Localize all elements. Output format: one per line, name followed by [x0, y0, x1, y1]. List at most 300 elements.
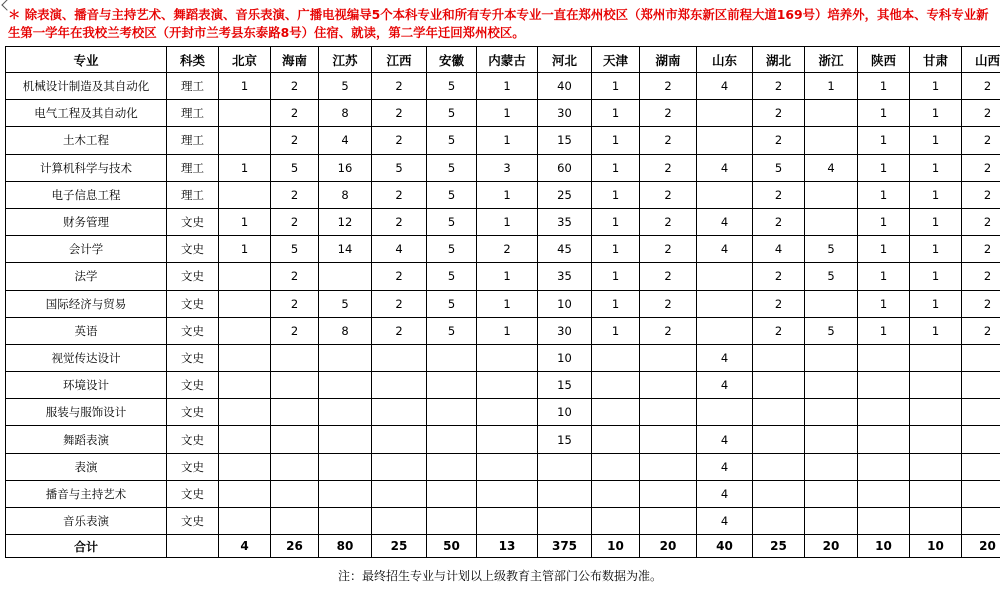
quota-cell: 4 [697, 154, 753, 181]
quota-cell [219, 317, 271, 344]
quota-cell [372, 480, 427, 507]
quota-cell [477, 480, 538, 507]
quota-cell: 1 [910, 263, 962, 290]
quota-cell: 8 [319, 317, 372, 344]
quota-cell: 5 [427, 181, 477, 208]
quota-cell [910, 508, 962, 535]
quota-cell: 1 [477, 290, 538, 317]
quota-cell: 2 [640, 236, 697, 263]
column-header: 湖南 [640, 47, 697, 73]
quota-cell: 2 [640, 154, 697, 181]
quota-cell: 4 [697, 73, 753, 100]
table-row [6, 73, 1000, 100]
quota-cell [805, 426, 858, 453]
quota-cell: 1 [858, 290, 910, 317]
quota-cell: 2 [962, 290, 1000, 317]
quota-cell: 2 [271, 263, 319, 290]
quota-cell [858, 453, 910, 480]
quota-cell [858, 480, 910, 507]
quota-cell: 2 [372, 181, 427, 208]
quota-cell [805, 399, 858, 426]
major-cell: 电子信息工程 [6, 181, 167, 208]
total-cell: 40 [697, 535, 753, 558]
quota-cell: 3 [477, 154, 538, 181]
quota-cell [640, 508, 697, 535]
total-cell: 20 [805, 535, 858, 558]
quota-cell: 2 [271, 208, 319, 235]
quota-cell: 2 [271, 100, 319, 127]
quota-cell [962, 344, 1000, 371]
table-row [6, 344, 1000, 371]
quota-cell: 1 [592, 317, 640, 344]
quota-cell: 10 [538, 344, 592, 371]
table-row [6, 399, 1000, 426]
column-header: 北京 [219, 47, 271, 73]
quota-cell: 5 [805, 263, 858, 290]
category-cell: 理工 [167, 154, 219, 181]
quota-cell: 5 [805, 317, 858, 344]
quota-cell [427, 426, 477, 453]
quota-cell [805, 344, 858, 371]
column-header: 天津 [592, 47, 640, 73]
category-cell: 文史 [167, 453, 219, 480]
quota-cell [427, 372, 477, 399]
quota-cell [372, 399, 427, 426]
quota-cell: 60 [538, 154, 592, 181]
column-header: 陕西 [858, 47, 910, 73]
quota-cell: 40 [538, 73, 592, 100]
major-cell: 电气工程及其自动化 [6, 100, 167, 127]
table-row [6, 426, 1000, 453]
quota-cell: 2 [271, 181, 319, 208]
column-header: 海南 [271, 47, 319, 73]
quota-cell [427, 344, 477, 371]
quota-cell: 1 [858, 100, 910, 127]
quota-cell [910, 372, 962, 399]
quota-cell [697, 290, 753, 317]
quota-cell: 1 [858, 181, 910, 208]
quota-cell [271, 453, 319, 480]
quota-cell [962, 372, 1000, 399]
quota-cell: 5 [319, 73, 372, 100]
quota-cell: 1 [858, 263, 910, 290]
major-cell: 机械设计制造及其自动化 [6, 73, 167, 100]
quota-cell: 2 [372, 73, 427, 100]
category-cell: 文史 [167, 426, 219, 453]
table-row [6, 236, 1000, 263]
quota-cell [640, 480, 697, 507]
quota-cell [219, 263, 271, 290]
table-row [6, 480, 1000, 507]
quota-cell [319, 399, 372, 426]
table-row [6, 263, 1000, 290]
quota-cell: 1 [858, 208, 910, 235]
quota-cell: 5 [427, 100, 477, 127]
quota-cell: 2 [753, 181, 805, 208]
quota-cell [697, 127, 753, 154]
category-cell: 理工 [167, 127, 219, 154]
quota-cell [219, 426, 271, 453]
quota-cell: 1 [858, 154, 910, 181]
quota-cell: 8 [319, 100, 372, 127]
quota-cell: 2 [753, 263, 805, 290]
quota-cell: 1 [477, 127, 538, 154]
quota-cell: 1 [910, 290, 962, 317]
quota-cell: 1 [910, 154, 962, 181]
quota-cell [753, 372, 805, 399]
major-cell: 环境设计 [6, 372, 167, 399]
quota-cell [858, 399, 910, 426]
quota-cell: 2 [753, 127, 805, 154]
quota-cell: 1 [910, 73, 962, 100]
total-cell: 4 [219, 535, 271, 558]
quota-cell [219, 290, 271, 317]
quota-cell: 5 [427, 127, 477, 154]
category-cell: 文史 [167, 480, 219, 507]
quota-cell [477, 372, 538, 399]
total-cell: 20 [640, 535, 697, 558]
quota-cell [219, 181, 271, 208]
total-cell: 80 [319, 535, 372, 558]
footnote: 注：最终招生专业与计划以上级教育主管部门公布数据为准。 [337, 569, 662, 583]
quota-cell: 14 [319, 236, 372, 263]
quota-cell: 5 [427, 290, 477, 317]
quota-cell [319, 453, 372, 480]
quota-cell: 2 [372, 208, 427, 235]
quota-cell [858, 508, 910, 535]
quota-cell: 5 [271, 236, 319, 263]
quota-cell: 1 [858, 236, 910, 263]
category-cell: 理工 [167, 181, 219, 208]
total-cell: 10 [910, 535, 962, 558]
quota-cell [805, 372, 858, 399]
category-cell: 文史 [167, 399, 219, 426]
quota-cell: 2 [962, 73, 1000, 100]
quota-cell: 1 [858, 317, 910, 344]
quota-cell: 5 [427, 236, 477, 263]
quota-cell: 1 [858, 73, 910, 100]
quota-cell [858, 426, 910, 453]
major-cell: 英语 [6, 317, 167, 344]
quota-cell: 2 [640, 208, 697, 235]
quota-cell [372, 344, 427, 371]
column-header: 专业 [6, 47, 167, 73]
total-cell: 26 [271, 535, 319, 558]
category-cell: 文史 [167, 236, 219, 263]
quota-cell: 25 [538, 181, 592, 208]
table-row [6, 372, 1000, 399]
category-cell: 文史 [167, 263, 219, 290]
quota-cell: 16 [319, 154, 372, 181]
major-cell: 土木工程 [6, 127, 167, 154]
quota-cell [319, 508, 372, 535]
quota-cell [219, 344, 271, 371]
quota-cell: 5 [427, 208, 477, 235]
quota-cell [640, 426, 697, 453]
column-header: 安徽 [427, 47, 477, 73]
quota-cell: 1 [805, 73, 858, 100]
table-row [6, 317, 1000, 344]
quota-cell [319, 480, 372, 507]
quota-cell: 30 [538, 100, 592, 127]
column-header: 甘肃 [910, 47, 962, 73]
quota-cell: 2 [962, 236, 1000, 263]
quota-cell [271, 508, 319, 535]
quota-cell [372, 426, 427, 453]
major-cell: 舞蹈表演 [6, 426, 167, 453]
quota-cell [427, 480, 477, 507]
quota-cell [219, 480, 271, 507]
quota-cell: 1 [910, 208, 962, 235]
quota-cell [805, 480, 858, 507]
quota-cell [372, 508, 427, 535]
quota-cell: 2 [640, 181, 697, 208]
column-header: 河北 [538, 47, 592, 73]
quota-cell: 1 [477, 100, 538, 127]
quota-cell: 1 [477, 263, 538, 290]
quota-cell: 1 [910, 127, 962, 154]
quota-cell: 2 [753, 290, 805, 317]
quota-cell: 4 [697, 372, 753, 399]
column-header: 科类 [167, 47, 219, 73]
quota-cell: 5 [319, 290, 372, 317]
total-row [6, 535, 1000, 558]
column-header: 山东 [697, 47, 753, 73]
quota-cell: 1 [592, 263, 640, 290]
total-cell: 25 [753, 535, 805, 558]
column-header: 山西 [962, 47, 1000, 73]
quota-cell [753, 399, 805, 426]
quota-cell [805, 508, 858, 535]
quota-cell [319, 426, 372, 453]
quota-cell [640, 344, 697, 371]
major-cell: 表演 [6, 453, 167, 480]
quota-cell: 2 [640, 263, 697, 290]
quota-cell [697, 263, 753, 290]
quota-cell: 2 [962, 263, 1000, 290]
quota-cell: 10 [538, 290, 592, 317]
category-cell: 理工 [167, 100, 219, 127]
quota-cell [962, 399, 1000, 426]
quota-cell [271, 399, 319, 426]
major-cell: 视觉传达设计 [6, 344, 167, 371]
quota-cell: 2 [640, 127, 697, 154]
quota-cell: 1 [592, 236, 640, 263]
quota-cell: 8 [319, 181, 372, 208]
column-header: 内蒙古 [477, 47, 538, 73]
quota-cell [805, 100, 858, 127]
quota-cell: 5 [427, 263, 477, 290]
quota-cell: 5 [427, 73, 477, 100]
quota-cell: 2 [962, 154, 1000, 181]
quota-cell: 4 [697, 426, 753, 453]
quota-cell [697, 399, 753, 426]
quota-cell: 2 [753, 73, 805, 100]
total-cell: 10 [858, 535, 910, 558]
quota-cell: 1 [910, 317, 962, 344]
table-row [6, 100, 1000, 127]
total-cell: 10 [592, 535, 640, 558]
table-row [6, 290, 1000, 317]
quota-cell [640, 372, 697, 399]
quota-cell [858, 372, 910, 399]
quota-cell: 4 [319, 127, 372, 154]
quota-cell: 2 [962, 127, 1000, 154]
quota-cell [271, 372, 319, 399]
quota-cell: 2 [372, 263, 427, 290]
total-cell: 20 [962, 535, 1000, 558]
quota-cell: 4 [697, 344, 753, 371]
quota-cell: 1 [592, 100, 640, 127]
quota-cell: 5 [427, 317, 477, 344]
quota-cell [538, 480, 592, 507]
column-header: 江西 [372, 47, 427, 73]
table-row [6, 181, 1000, 208]
quota-cell [319, 344, 372, 371]
major-cell: 会计学 [6, 236, 167, 263]
quota-cell: 2 [640, 100, 697, 127]
quota-cell [477, 508, 538, 535]
quota-cell [697, 181, 753, 208]
quota-cell: 2 [753, 317, 805, 344]
quota-cell: 15 [538, 372, 592, 399]
quota-cell [805, 181, 858, 208]
quota-cell: 4 [697, 453, 753, 480]
table-row [6, 453, 1000, 480]
category-cell: 文史 [167, 317, 219, 344]
quota-cell: 1 [592, 208, 640, 235]
quota-cell [219, 100, 271, 127]
quota-cell: 1 [592, 127, 640, 154]
category-cell: 文史 [167, 344, 219, 371]
quota-cell: 1 [858, 127, 910, 154]
quota-cell [219, 399, 271, 426]
quota-cell [753, 453, 805, 480]
quota-cell: 1 [477, 73, 538, 100]
quota-cell [753, 480, 805, 507]
quota-cell [592, 399, 640, 426]
quota-cell [271, 480, 319, 507]
quota-cell [219, 453, 271, 480]
quota-cell: 1 [592, 181, 640, 208]
quota-cell [592, 453, 640, 480]
quota-cell [592, 372, 640, 399]
enrollment-plan-table [5, 46, 1000, 558]
quota-cell [538, 453, 592, 480]
quota-cell: 2 [962, 208, 1000, 235]
quota-cell: 10 [538, 399, 592, 426]
quota-cell [319, 372, 372, 399]
quota-cell [910, 426, 962, 453]
quota-cell: 4 [805, 154, 858, 181]
quota-cell [219, 372, 271, 399]
quota-cell [805, 127, 858, 154]
quota-cell: 1 [592, 290, 640, 317]
quota-cell: 1 [910, 236, 962, 263]
quota-cell: 30 [538, 317, 592, 344]
quota-cell [372, 372, 427, 399]
quota-cell: 1 [477, 208, 538, 235]
quota-cell: 5 [753, 154, 805, 181]
quota-cell: 12 [319, 208, 372, 235]
quota-cell [427, 399, 477, 426]
quota-cell [477, 399, 538, 426]
quota-cell [477, 426, 538, 453]
quota-cell [910, 480, 962, 507]
quota-cell [858, 344, 910, 371]
quota-cell [592, 426, 640, 453]
quota-cell [697, 100, 753, 127]
quota-cell: 1 [592, 154, 640, 181]
quota-cell [427, 508, 477, 535]
quota-cell: 4 [372, 236, 427, 263]
quota-cell: 1 [592, 73, 640, 100]
quota-cell: 5 [271, 154, 319, 181]
quota-cell [319, 263, 372, 290]
quota-cell [592, 508, 640, 535]
quota-cell: 1 [219, 73, 271, 100]
total-cell [167, 535, 219, 558]
quota-cell [640, 453, 697, 480]
quota-cell [477, 453, 538, 480]
quota-cell [477, 344, 538, 371]
quota-cell [805, 453, 858, 480]
quota-cell: 45 [538, 236, 592, 263]
category-cell: 文史 [167, 508, 219, 535]
quota-cell: 4 [697, 236, 753, 263]
quota-cell: 2 [477, 236, 538, 263]
quota-cell: 4 [697, 208, 753, 235]
quota-cell: 35 [538, 208, 592, 235]
quota-cell: 1 [910, 181, 962, 208]
quota-cell: 2 [271, 73, 319, 100]
quota-cell [962, 453, 1000, 480]
table-row [6, 508, 1000, 535]
quota-cell: 2 [372, 100, 427, 127]
total-cell: 375 [538, 535, 592, 558]
quota-cell: 1 [219, 154, 271, 181]
quota-cell: 1 [477, 181, 538, 208]
quota-cell: 2 [962, 317, 1000, 344]
total-label: 合计 [6, 535, 167, 558]
quota-cell: 15 [538, 426, 592, 453]
quota-cell [219, 508, 271, 535]
quota-cell: 2 [753, 100, 805, 127]
quota-cell: 2 [372, 127, 427, 154]
quota-cell: 5 [372, 154, 427, 181]
category-cell: 理工 [167, 73, 219, 100]
major-cell: 播音与主持艺术 [6, 480, 167, 507]
quota-cell [910, 399, 962, 426]
category-cell: 文史 [167, 372, 219, 399]
column-header: 浙江 [805, 47, 858, 73]
quota-cell: 15 [538, 127, 592, 154]
quota-cell: 4 [697, 480, 753, 507]
quota-cell [962, 480, 1000, 507]
column-header: 湖北 [753, 47, 805, 73]
quota-cell [753, 426, 805, 453]
quota-cell: 2 [271, 290, 319, 317]
quota-cell: 1 [910, 100, 962, 127]
quota-cell [910, 344, 962, 371]
campus-notice: ＊ 除表演、播音与主持艺术、舞蹈表演、音乐表演、广播电视编导5个本科专业和所有专升本专业一直在郑州校区（郑州市郑东新区前程大道169号）培养外，其他本、专科专业新生第一学年在我校兰考校区（开封市兰考县东泰路8号）住宿、就读，第二学年迁回郑州校区。 [8, 7, 989, 40]
major-cell: 财务管理 [6, 208, 167, 235]
quota-cell: 2 [753, 208, 805, 235]
table-row [6, 208, 1000, 235]
quota-cell: 2 [640, 290, 697, 317]
total-cell: 13 [477, 535, 538, 558]
table-row [6, 127, 1000, 154]
